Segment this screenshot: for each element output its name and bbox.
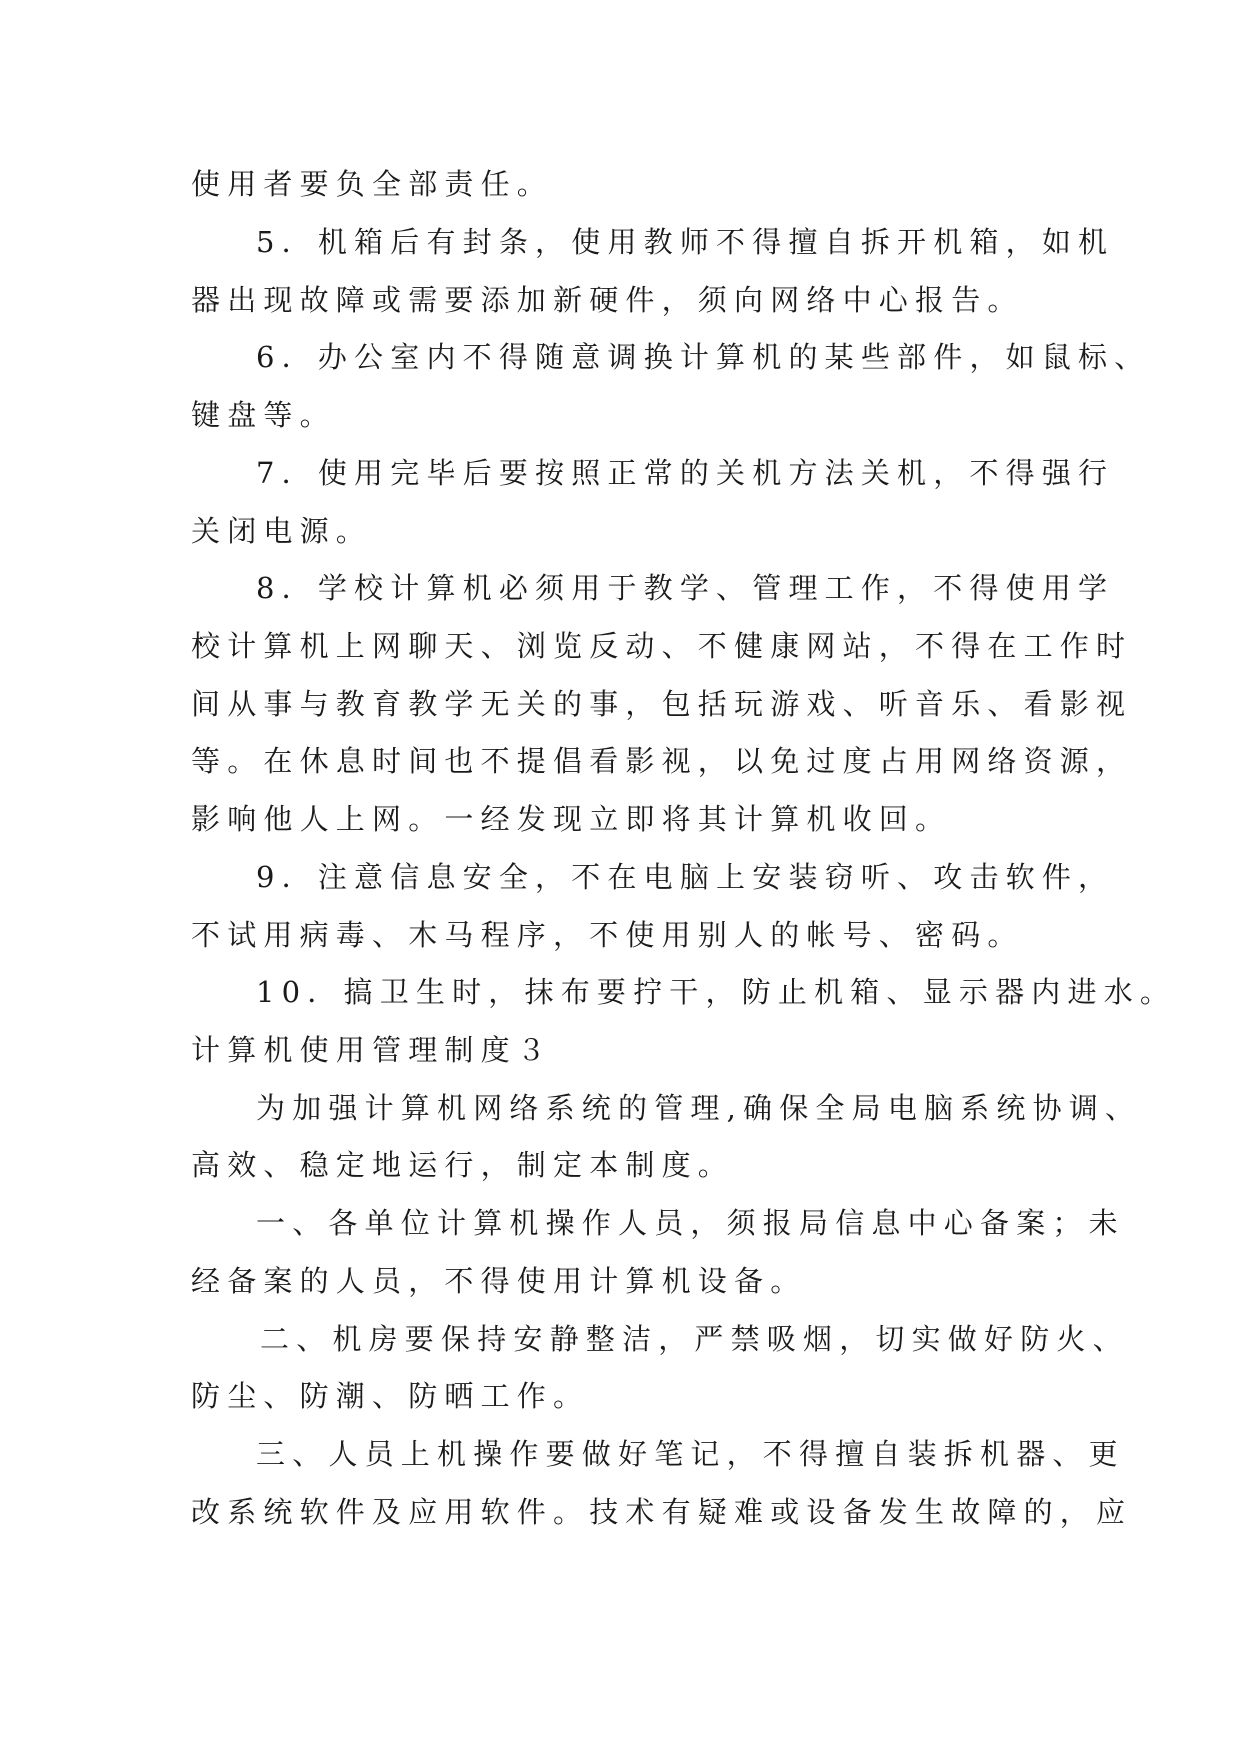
text-line: 5．机箱后有封条，使用教师不得擅自拆开机箱，如机 [256, 225, 1115, 259]
text-line: 关闭电源。 [191, 514, 373, 548]
text-line: 一、各单位计算机操作人员，须报局信息中心备案；未 [256, 1206, 1125, 1240]
text-line: 不试用病毒、木马程序，不使用别人的帐号、密码。 [191, 918, 1024, 952]
text-line: 使用者要负全部责任。 [191, 167, 554, 201]
text-line: 器出现故障或需要添加新硬件，须向网络中心报告。 [191, 283, 1024, 317]
text-line: 7．使用完毕后要按照正常的关机方法关机，不得强行 [256, 456, 1115, 490]
section-heading: 计算机使用管理制度３ [191, 1033, 554, 1067]
text-line: 校计算机上网聊天、浏览反动、不健康网站，不得在工作时 [191, 629, 1133, 663]
text-line: 经备案的人员，不得使用计算机设备。 [191, 1264, 807, 1298]
text-line: 10．搞卫生时，抹布要拧干，防止机箱、显示器内进水。 [256, 975, 1177, 1009]
text-line: 等。在休息时间也不提倡看影视，以免过度占用网络资源， [191, 744, 1133, 778]
text-line: 6．办公室内不得随意调换计算机的某些部件，如鼠标、 [256, 340, 1151, 374]
text-line: 键盘等。 [191, 398, 336, 432]
text-line: 影响他人上网。一经发现立即将其计算机收回。 [191, 802, 952, 836]
text-line: 为加强计算机网络系统的管理,确保全局电脑系统协调、 [256, 1091, 1142, 1125]
text-line: 高效、稳定地运行，制定本制度。 [191, 1148, 735, 1182]
text-line: 二、机房要保持安静整洁，严禁吸烟，切实做好防火、 [260, 1322, 1129, 1356]
text-line: 改系统软件及应用软件。技术有疑难或设备发生故障的，应 [191, 1495, 1133, 1529]
text-line: 9．注意信息安全，不在电脑上安装窃听、攻击软件， [256, 860, 1115, 894]
text-line: 防尘、防潮、防晒工作。 [191, 1379, 590, 1413]
text-line: 8．学校计算机必须用于教学、管理工作，不得使用学 [256, 571, 1115, 605]
text-line: 三、人员上机操作要做好笔记，不得擅自装拆机器、更 [256, 1437, 1125, 1471]
text-line: 间从事与教育教学无关的事，包括玩游戏、听音乐、看影视 [191, 687, 1133, 721]
